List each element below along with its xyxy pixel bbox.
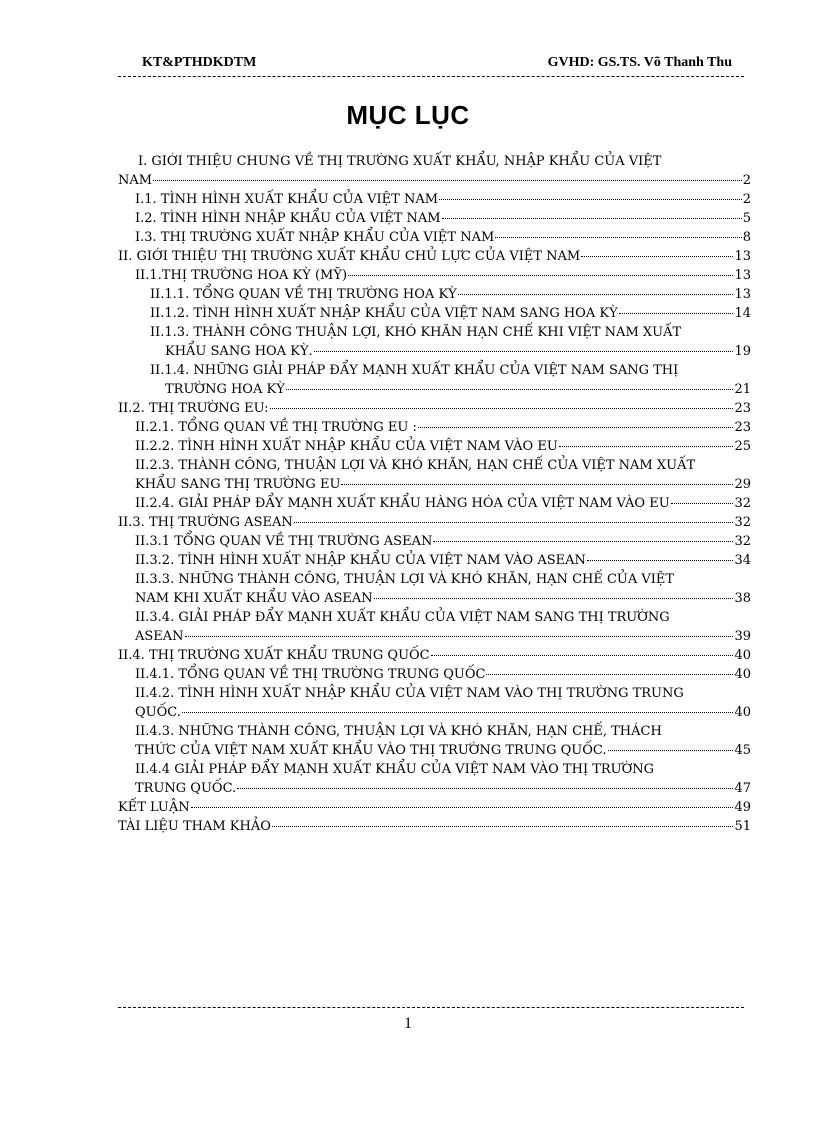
dot-leader bbox=[286, 389, 734, 390]
dot-leader bbox=[587, 560, 734, 561]
dot-leader bbox=[608, 750, 734, 751]
dot-leader bbox=[153, 180, 742, 181]
page-header bbox=[118, 54, 744, 77]
toc-entry-text: ASEAN bbox=[135, 629, 184, 644]
dot-leader bbox=[294, 522, 734, 523]
header-left: KT&PTHDKDTM bbox=[142, 55, 257, 70]
toc-page-number: 13 bbox=[734, 287, 751, 302]
toc-page-number: 34 bbox=[734, 553, 751, 568]
toc-page-number: 40 bbox=[734, 705, 751, 720]
toc-page-number: 38 bbox=[734, 591, 751, 606]
dot-leader bbox=[581, 256, 733, 257]
toc-page-number: 45 bbox=[734, 743, 751, 758]
toc-entry[interactable] bbox=[118, 361, 751, 399]
toc-entry[interactable] bbox=[118, 209, 751, 228]
toc-entry[interactable] bbox=[118, 247, 751, 266]
toc-entry-text: II. GIỚI THIỆU THỊ TRƯỜNG XUẤT KHẨU CHỦ LỰC CỦA VIỆT NAM bbox=[118, 249, 581, 264]
toc-entry-text: TRUNG QUỐC. bbox=[135, 781, 237, 796]
dot-leader bbox=[270, 408, 734, 409]
dot-leader bbox=[486, 674, 733, 675]
toc-entry-text: II.1.3. THÀNH CÔNG THUẬN LỢI, KHÓ KHĂN HẠN CHẾ KHI VIỆT NAM XUẤT bbox=[150, 325, 682, 340]
toc-entry[interactable] bbox=[118, 152, 751, 190]
toc-page-number: 40 bbox=[734, 648, 751, 663]
toc-entry-text: II.4.4 GIẢI PHÁP ĐẨY MẠNH XUẤT KHẨU CỦA VIỆT NAM VÀO THỊ TRƯỜNG bbox=[135, 762, 655, 777]
toc-page-number: 40 bbox=[734, 667, 751, 682]
toc-entry[interactable] bbox=[118, 228, 751, 247]
toc-entry[interactable] bbox=[118, 190, 751, 209]
page-number: 1 bbox=[404, 1015, 412, 1032]
toc-entry-text: NAM KHI XUẤT KHẨU VÀO ASEAN bbox=[135, 591, 373, 606]
toc-entry[interactable] bbox=[118, 323, 751, 361]
toc-entry-text: II.2. THỊ TRƯỜNG EU: bbox=[118, 401, 269, 416]
toc-page-number: 47 bbox=[734, 781, 751, 796]
toc-page-number: 23 bbox=[734, 420, 751, 435]
toc-page-number: 25 bbox=[734, 439, 751, 454]
toc-entry-text: II.3.2. TÌNH HÌNH XUẤT NHẬP KHẨU CỦA VIỆT NAM VÀO ASEAN bbox=[135, 553, 586, 568]
toc-entry-text: II.4.1. TỔNG QUAN VỀ THỊ TRƯỜNG TRUNG QUỐC bbox=[135, 667, 486, 682]
dot-leader bbox=[191, 807, 734, 808]
toc-entry[interactable] bbox=[118, 665, 751, 684]
dot-leader bbox=[671, 503, 734, 504]
toc-entry-text: KẾT LUẬN bbox=[118, 800, 190, 815]
toc-entry[interactable] bbox=[118, 608, 751, 646]
toc-entry-text: II.3.3. NHỮNG THÀNH CÔNG, THUẬN LỢI VÀ KHÓ KHĂN, HẠN CHẾ CỦA VIỆT bbox=[135, 572, 675, 587]
toc-entry[interactable] bbox=[118, 304, 751, 323]
toc-entry[interactable] bbox=[118, 266, 751, 285]
toc-page-number: 14 bbox=[734, 306, 751, 321]
dot-leader bbox=[418, 427, 734, 428]
toc-page-number: 32 bbox=[734, 496, 751, 511]
toc-page-number: 13 bbox=[734, 249, 751, 264]
dot-leader bbox=[439, 199, 742, 200]
toc-page-number: 2 bbox=[742, 192, 751, 207]
toc-entry[interactable] bbox=[118, 285, 751, 304]
toc-entry[interactable] bbox=[118, 456, 751, 494]
toc-entry[interactable] bbox=[118, 760, 751, 798]
table-of-contents bbox=[118, 152, 751, 836]
dot-leader bbox=[619, 313, 734, 314]
toc-page-number: 23 bbox=[734, 401, 751, 416]
toc-page-number: 49 bbox=[734, 800, 751, 815]
toc-entry[interactable] bbox=[118, 722, 751, 760]
dot-leader bbox=[433, 541, 733, 542]
toc-entry-text: II.2.3. THÀNH CÔNG, THUẬN LỢI VÀ KHÓ KHĂN, HẠN CHẾ CỦA VIỆT NAM XUẤT bbox=[135, 458, 696, 473]
header-right: GVHD: GS.TS. Võ Thanh Thu bbox=[547, 55, 732, 70]
toc-entry-text: II.3.4. GIẢI PHÁP ĐẨY MẠNH XUẤT KHẨU CỦA VIỆT NAM SANG THỊ TRƯỜNG bbox=[135, 610, 670, 625]
toc-entry-text: I.1. TÌNH HÌNH XUẤT KHẨU CỦA VIỆT NAM bbox=[135, 192, 439, 207]
toc-entry-text: TRƯỜNG HOA KỲ bbox=[165, 382, 285, 397]
toc-entry-text: NAM bbox=[118, 173, 153, 188]
dot-leader bbox=[272, 826, 734, 827]
toc-page-number: 13 bbox=[734, 268, 751, 283]
toc-entry-text: II.1.2. TÌNH HÌNH XUẤT NHẬP KHẨU CỦA VIỆT NAM SANG HOA KỲ bbox=[150, 306, 618, 321]
toc-page-number: 21 bbox=[734, 382, 751, 397]
toc-page-number: 5 bbox=[742, 211, 751, 226]
toc-entry-text: I. GIỚI THIỆU CHUNG VỀ THỊ TRƯỜNG XUẤT KHẨU, NHẬP KHẨU CỦA VIỆT bbox=[138, 154, 662, 169]
dot-leader bbox=[185, 636, 734, 637]
toc-entry-text: II.1.THỊ TRƯỜNG HOA KỲ (MỸ) bbox=[135, 268, 348, 283]
toc-page-number: 19 bbox=[734, 344, 751, 359]
toc-entry[interactable] bbox=[118, 817, 751, 836]
dot-leader bbox=[458, 294, 734, 295]
toc-entry-text: I.3. THỊ TRƯỜNG XUẤT NHẬP KHẨU CỦA VIỆT NAM bbox=[135, 230, 495, 245]
toc-entry[interactable] bbox=[118, 646, 751, 665]
dot-leader bbox=[374, 598, 734, 599]
dot-leader bbox=[237, 788, 733, 789]
toc-page-number: 39 bbox=[734, 629, 751, 644]
toc-entry-text: QUỐC. bbox=[135, 705, 181, 720]
dot-leader bbox=[341, 484, 733, 485]
toc-entry-text: II.1.4. NHỮNG GIẢI PHÁP ĐẨY MẠNH XUẤT KHẨU CỦA VIỆT NAM SANG THỊ bbox=[150, 363, 679, 378]
toc-entry[interactable] bbox=[118, 684, 751, 722]
toc-entry-text: II.3.1 TỔNG QUAN VỀ THỊ TRƯỜNG ASEAN bbox=[135, 534, 433, 549]
toc-entry-text: KHẨU SANG HOA KỲ. bbox=[165, 344, 313, 359]
toc-entry[interactable] bbox=[118, 399, 751, 418]
toc-entry[interactable] bbox=[118, 551, 751, 570]
toc-page-number: 8 bbox=[742, 230, 751, 245]
toc-entry-text: THỨC CỦA VIỆT NAM XUẤT KHẨU VÀO THỊ TRƯỜNG TRUNG QUỐC. bbox=[135, 743, 607, 758]
dot-leader bbox=[442, 218, 742, 219]
toc-entry-text: II.2.2. TÌNH HÌNH XUẤT NHẬP KHẨU CỦA VIỆT NAM VÀO EU bbox=[135, 439, 558, 454]
toc-entry[interactable] bbox=[118, 418, 751, 437]
toc-page-number: 29 bbox=[734, 477, 751, 492]
dot-leader bbox=[314, 351, 734, 352]
toc-entry[interactable] bbox=[118, 437, 751, 456]
toc-entry-text: II.4.3. NHỮNG THÀNH CÔNG, THUẬN LỢI VÀ KHÓ KHĂN, HẠN CHẾ, THÁCH bbox=[135, 724, 662, 739]
toc-entry[interactable] bbox=[118, 532, 751, 551]
toc-entry[interactable] bbox=[118, 494, 751, 513]
toc-entry-text: II.2.4. GIẢI PHÁP ĐẨY MẠNH XUẤT KHẨU HÀNG HÓA CỦA VIỆT NAM VÀO EU bbox=[135, 496, 670, 511]
toc-page-number: 32 bbox=[734, 515, 751, 530]
toc-entry-text: II.4.2. TÌNH HÌNH XUẤT NHẬP KHẨU CỦA VIỆT NAM VÀO THỊ TRƯỜNG TRUNG bbox=[135, 686, 684, 701]
dot-leader bbox=[431, 655, 734, 656]
dot-leader bbox=[182, 712, 734, 713]
dot-leader bbox=[348, 275, 733, 276]
dot-leader bbox=[495, 237, 741, 238]
toc-entry-text: II.2.1. TỔNG QUAN VỀ THỊ TRƯỜNG EU : bbox=[135, 420, 417, 435]
page-title: MỤC LỤC bbox=[346, 100, 470, 130]
toc-entry-text: TÀI LIỆU THAM KHẢO bbox=[118, 819, 271, 834]
toc-entry[interactable] bbox=[118, 570, 751, 608]
toc-page-number: 51 bbox=[734, 819, 751, 834]
toc-entry-text: II.4. THỊ TRƯỜNG XUẤT KHẨU TRUNG QUỐC bbox=[118, 648, 430, 663]
toc-page-number: 2 bbox=[742, 173, 751, 188]
dot-leader bbox=[559, 446, 734, 447]
toc-entry-text: II.1.1. TỔNG QUAN VỀ THỊ TRƯỜNG HOA KỲ bbox=[150, 287, 457, 302]
toc-entry-text: II.3. THỊ TRƯỜNG ASEAN bbox=[118, 515, 293, 530]
footer-rule bbox=[118, 1007, 744, 1008]
toc-entry-text: I.2. TÌNH HÌNH NHẬP KHẨU CỦA VIỆT NAM bbox=[135, 211, 441, 226]
toc-entry[interactable] bbox=[118, 798, 751, 817]
toc-entry-text: KHẨU SANG THỊ TRƯỜNG EU bbox=[135, 477, 341, 492]
toc-entry[interactable] bbox=[118, 513, 751, 532]
toc-page-number: 32 bbox=[734, 534, 751, 549]
